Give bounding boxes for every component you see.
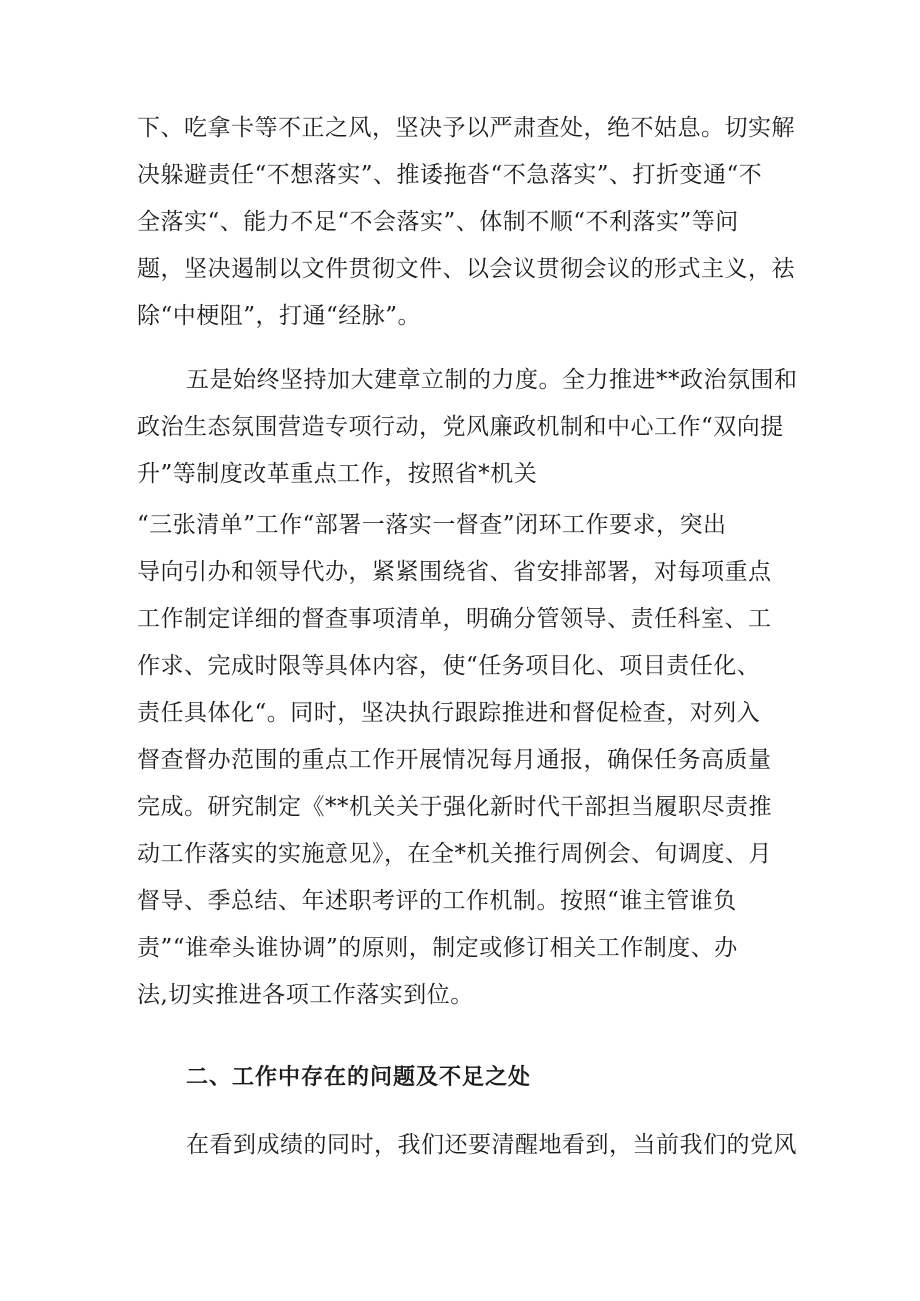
text-line: 政治生态氛围营造专项行动，党风廉政机制和中心工作“双向提 xyxy=(137,414,784,440)
text-line: 全落实“、能力不足“不会落实”、体制不顺“不利落实”等问 xyxy=(137,209,739,235)
text-line: 导向引办和领导代办，紧紧围绕省、省安排部署，对每项重点 xyxy=(137,559,772,585)
text-line: 法,切实推进各项工作落实到位。 xyxy=(137,982,474,1008)
text-line: 工作制定详细的督查事项清单，明确分管领导、责任科室、工 xyxy=(137,606,772,632)
text-line: 五是始终坚持加大建章立制的力度。全力推进**政治氛围和 xyxy=(186,367,798,393)
text-line: 责”“谁牵头谁协调”的原则，制定或修订相关工作制度、办 xyxy=(137,935,738,961)
text-line: 督查督办范围的重点工作开展情况每月通报，确保任务高质量 xyxy=(137,747,772,773)
text-line: “三张清单”工作“部署一落实一督查”闭环工作要求，突出 xyxy=(137,512,727,538)
text-line: 题，坚决遏制以文件贯彻文件、以会议贯彻会议的形式主义，祛 xyxy=(137,256,795,282)
text-line: 督导、季总结、年述职考评的工作机制。按照“谁主管谁负 xyxy=(137,888,737,914)
text-line: 动工作落实的实施意见》，在全*机关推行周例会、旬调度、月 xyxy=(137,841,772,867)
text-line: 作求、完成时限等具体内容，使“任务项目化、项目责任化、 xyxy=(137,653,761,679)
text-line: 责任具体化“。同时，坚决执行跟踪推进和督促检查，对列入 xyxy=(137,700,761,726)
text-line: 升”等制度改革重点工作，按照省*机关 xyxy=(137,461,538,487)
text-line: 决躲避责任“不想落实”、推诿拖沓“不急落实”、打折变通“不 xyxy=(137,162,763,188)
section-heading: 二、工作中存在的问题及不足之处 xyxy=(186,1065,532,1090)
text-line: 下、吃拿卡等不正之风，坚决予以严肃查处，绝不姑息。切实解 xyxy=(137,115,795,141)
text-line: 在看到成绩的同时，我们还要清醒地看到，当前我们的党风 xyxy=(186,1132,797,1158)
text-line: 除“中梗阻”，打通“经脉”。 xyxy=(137,303,422,329)
text-line: 完成。研究制定《**机关关于强化新时代干部担当履职尽责推 xyxy=(137,794,772,820)
